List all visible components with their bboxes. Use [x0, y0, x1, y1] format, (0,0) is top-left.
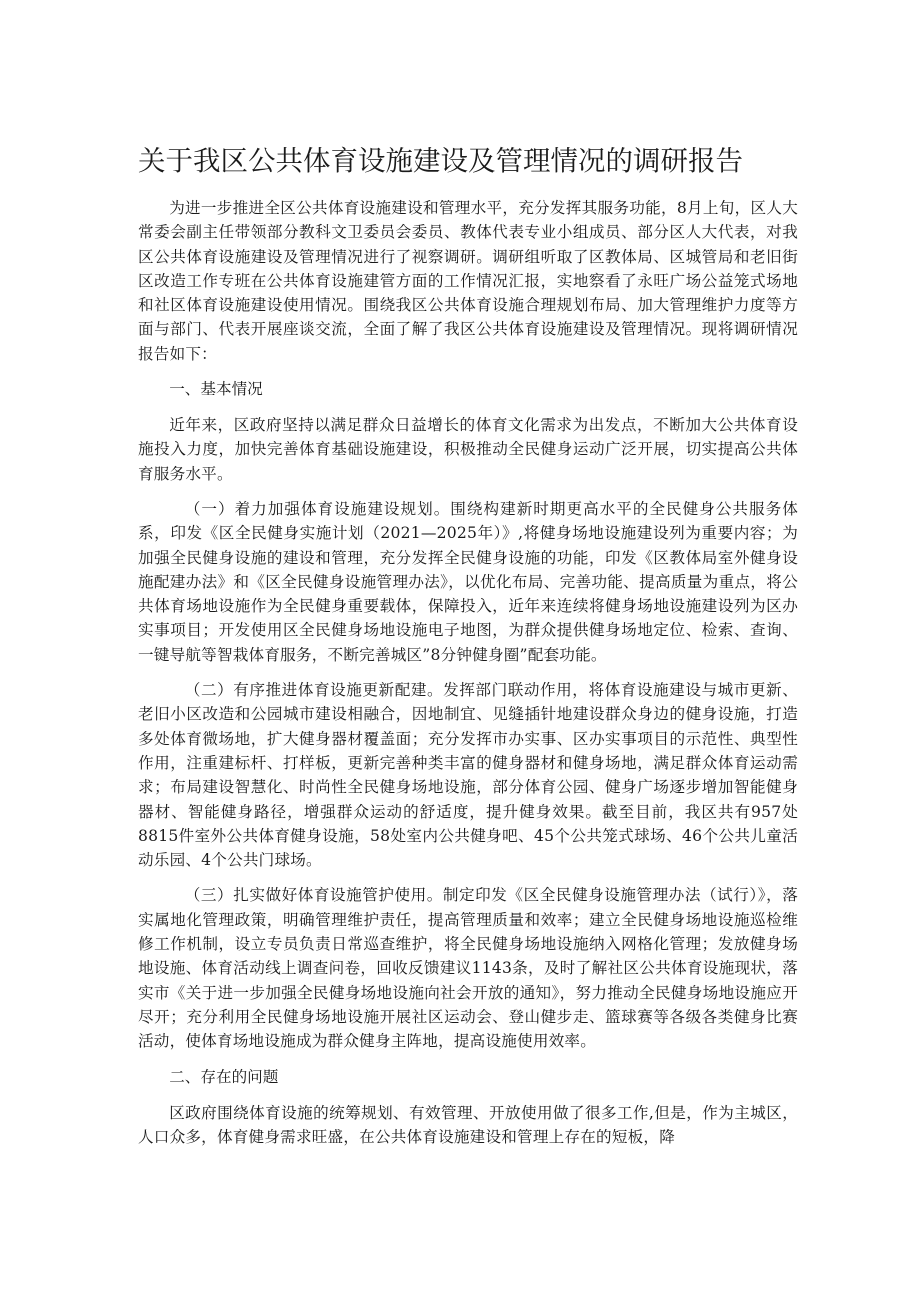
section1-heading: 一、基本情况: [169, 380, 263, 399]
section2-heading: 二、存在的问题: [169, 1067, 279, 1086]
section1-item2-paragraph: （二）有序推进体育设施更新配建。发挥部门联动作用，将体育设施建设与城市更新、老旧小区改造和公园城市建设相融合，因地制宜、见缝插针地建设群众身边的健身设施，打造多处体育微场地，扩大健身器材覆盖面；充分发挥市办实事、区办实事项目的示范性、典型性作用，注重建标杆、打样板，更新完善种类丰富的健身器材和健身场地，满足群众体育运动需求；布局建设智慧化、时尚性全民健身场地设施，部分体育公园、健身广场逐步增加智能健身器材、智能健身路径，增强群众运动的舒适度，提升健身效果。截至目前，我区共有957处8815件室外公共体育健身设施，58处室内公共健身吧、45个公共笼式球场、46个公共儿童活动乐园、4个公共门球场。: [138, 681, 798, 870]
section2-intro-paragraph: 区政府围绕体育设施的统筹规划、有效管理、开放使用做了很多工作,但是，作为主城区，人口众多，体育健身需求旺盛，在公共体育设施建设和管理上存在的短板，降: [138, 1103, 798, 1146]
report-page: [138, 140, 798, 1160]
intro-paragraph: 为进一步推进全区公共体育设施建设和管理水平，充分发挥其服务功能，8月上旬，区人大常委会副主任带领部分教科文卫委员会委员、教体代表专业小组成员、部分区人大代表，对我区公共体育设施建设及管理情况进行了视察调研。调研组听取了区教体局、区城管局和老旧街区改造工作专班在公共体育设施建管方面的工作情况汇报，实地察看了永旺广场公益笼式场地和社区体育设施建设使用情况。围绕我区公共体育设施合理规划布局、加大管理维护力度等方面与部门、代表开展座谈交流，全面了解了我区公共体育设施建设及管理情况。现将调研情况报告如下：: [138, 199, 798, 363]
section1-item3-paragraph: （三）扎实做好体育设施管护使用。制定印发《区全民健身设施管理办法（试行）》，落实属地化管理政策，明确管理维护责任，提高管理质量和效率；建立全民健身场地设施巡检维修工作机制，设立专员负责日常巡查维护，将全民健身场地设施纳入网格化管理；发放健身场地设施、体育活动线上调查问卷，回收反馈建议1143条，及时了解社区公共体育设施现状，落实市《关于进一步加强全民健身场地设施向社会开放的通知》，努力推动全民健身场地设施应开尽开；充分利用全民健身场地设施开展社区运动会、登山健步走、篮球赛等各级各类健身比赛活动，使体育场地设施成为群众健身主阵地，提高设施使用效率。: [138, 886, 798, 1051]
report-title: 关于我区公共体育设施建设及管理情况的调研报告: [138, 145, 743, 177]
section1-intro-paragraph: 近年来，区政府坚持以满足群众日益增长的体育文化需求为出发点，不断加大公共体育设施投入力度，加快完善体育基础设施建设，积极推动全民健身运动广泛开展，切实提高公共体育服务水平。: [138, 416, 798, 483]
section1-item1-paragraph: （一）着力加强体育设施建设规划。围绕构建新时期更高水平的全民健身公共服务体系，印发《区全民健身实施计划（2021—2025年）》,将健身场地设施建设列为重要内容；为加强全民健身设施的建设和管理，充分发挥全民健身设施的功能，印发《区教体局室外健身设施配建办法》和《区全民健身设施管理办法》，以优化布局、完善功能、提高质量为重点，将公共体育场地设施作为全民健身重要载体，保障投入，近年来连续将健身场地设施建设列为区办实事项目；开发使用区全民健身场地设施电子地图，为群众提供健身场地定位、检索、查询、一键导航等智栽体育服务，不断完善城区”8分钟健身圈”配套功能。: [138, 499, 798, 664]
